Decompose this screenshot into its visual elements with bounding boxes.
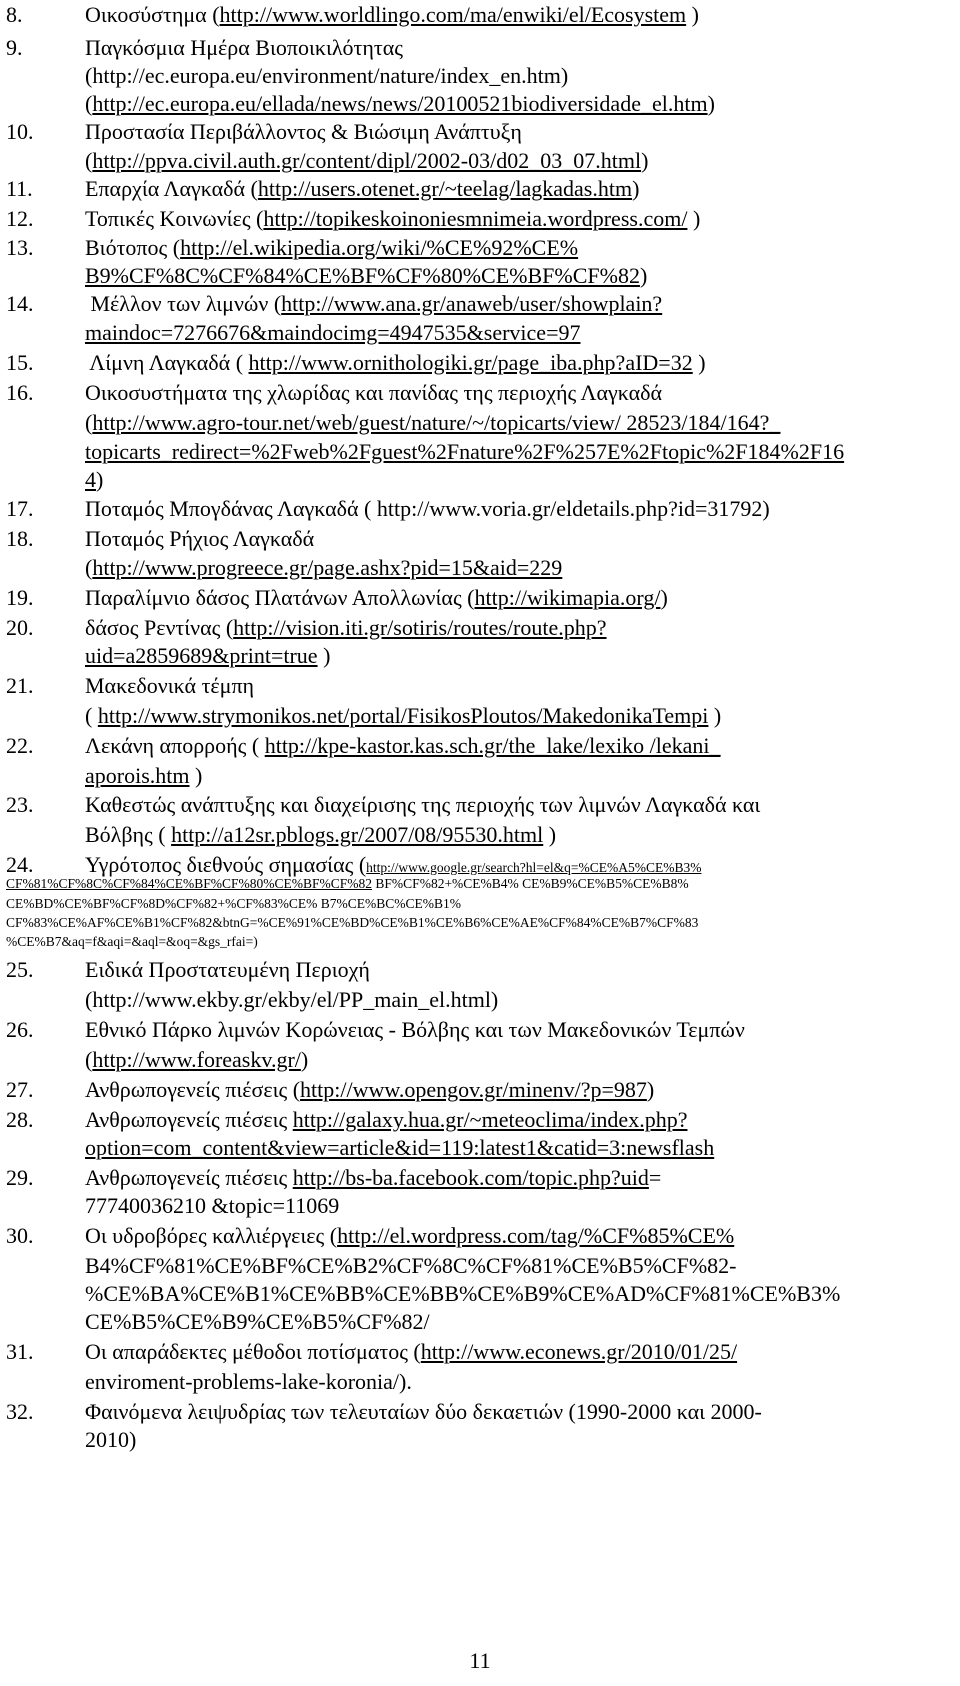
reference-text: CE%B5%CE%B9%CE%B5%CF%82/	[85, 1309, 430, 1334]
reference-text: Βιότοπος (	[85, 235, 181, 260]
reference-line	[6, 894, 461, 914]
reference-text: B4%CF%81%CE%BF%CE%B2%CF%8C%CF%81%CE%B5%CF%82-	[85, 1253, 737, 1278]
reference-text: Εθνικό Πάρκο λιμνών Κορώνειας - Βόλβης και των Μακεδονικών Τεμπών	[85, 1017, 745, 1042]
reference-number: 22.	[6, 733, 34, 758]
reference-line	[6, 1165, 661, 1191]
reference-line	[6, 350, 706, 376]
reference-text: (	[85, 1047, 93, 1072]
reference-line	[6, 1193, 339, 1219]
reference-text-end: )	[660, 585, 668, 610]
reference-text: 77740036210 &topic=11069	[85, 1193, 340, 1218]
reference-link[interactable]: http://www.worldlingo.com/ma/enwiki/el/Ecosystem	[219, 2, 687, 27]
reference-text: %CE%BA%CE%B1%CE%BB%CE%BB%CE%B9%CE%AD%CF%81%CE%B3%	[85, 1281, 841, 1306]
reference-text: Φαινόμενα λειψυδρίας των τελευταίων δύο δεκαετιών (1990-2000 και 2000-	[85, 1399, 762, 1424]
reference-line	[6, 822, 556, 848]
reference-text-end: )	[707, 91, 715, 116]
reference-text-end: =	[648, 1165, 662, 1190]
reference-text: Βόλβης (	[85, 822, 172, 847]
reference-line	[6, 1253, 736, 1279]
reference-text: Οικοσυστήματα της χλωρίδας και πανίδας της περιοχής Λαγκαδά	[85, 380, 663, 405]
reference-text: Λεκάνη απορροής (	[85, 733, 265, 758]
reference-text-end: )	[189, 763, 203, 788]
reference-line	[6, 1281, 840, 1307]
reference-link[interactable]: http://el.wordpress.com/tag/%CF%85%CE%	[337, 1223, 735, 1248]
reference-text: Οικοσύστημα (	[85, 2, 220, 27]
reference-text: (	[85, 148, 93, 173]
reference-line	[6, 643, 330, 669]
reference-line	[6, 2, 699, 28]
reference-text-end: )	[692, 350, 706, 375]
reference-line	[6, 176, 639, 202]
reference-line	[6, 1017, 745, 1043]
reference-text: Ανθρωπογενείς πιέσεις	[85, 1165, 293, 1190]
reference-text-end: )	[708, 703, 722, 728]
reference-text: Οι υδροβόρες καλλιέργειες (	[85, 1223, 338, 1248]
reference-link[interactable]: http://www.strymonikos.net/portal/FisikosPloutos/MakedonikaTempi	[97, 703, 709, 728]
reference-line	[6, 148, 648, 174]
reference-line	[6, 1427, 136, 1453]
reference-line	[6, 320, 580, 346]
reference-text-end: )	[687, 206, 701, 231]
reference-text: CF%83%CE%AF%CE%B1%CF%82&btnG=%CE%91%CE%BD%CE%B1%CE%B6%CE%AE%CF%84%CE%B7%CF%83	[6, 915, 699, 930]
reference-text: (	[85, 555, 93, 580]
reference-link[interactable]: CF%81%CF%8C%CF%84%CE%BF%CF%80%CE%BF%CF%82	[6, 876, 373, 891]
reference-text: Οι απαράδεκτες μέθοδοι ποτίσματος (	[85, 1339, 421, 1364]
reference-number: 29.	[6, 1165, 34, 1190]
reference-line	[6, 291, 662, 317]
reference-link[interactable]: http://el.wikipedia.org/wiki/%CE%92%CE%	[180, 235, 579, 260]
reference-number: 27.	[6, 1077, 34, 1102]
reference-link[interactable]: 4	[85, 467, 96, 492]
reference-text-end: BF%CF%82+%CE%B4% CE%B9%CE%B5%CE%B8%	[372, 876, 689, 891]
reference-link[interactable]: http://ppva.civil.auth.gr/content/dipl/2002-03/d02_03_07.html	[92, 148, 642, 173]
reference-number: 20.	[6, 615, 34, 640]
reference-number: 32.	[6, 1399, 34, 1424]
reference-text: (http://ec.europa.eu/environment/nature/index_en.htm)	[85, 63, 569, 88]
reference-text: Ανθρωπογενείς πιέσεις (	[85, 1077, 301, 1102]
reference-text: Μακεδονικά τέμπη	[85, 673, 255, 698]
reference-text: 2010)	[85, 1427, 137, 1452]
reference-text: Ποταμός Μπογδάνας Λαγκαδά ( http://www.voria.gr/eldetails.php?id=31792)	[85, 496, 770, 521]
reference-line	[6, 235, 578, 261]
reference-link[interactable]: http://topikeskoinoniesmnimeia.wordpress.com/	[263, 206, 688, 231]
reference-text: Τοπικές Κοινωνίες (	[85, 206, 264, 231]
reference-text: (	[85, 91, 93, 116]
reference-line	[6, 733, 720, 759]
reference-text-end: )	[96, 467, 104, 492]
reference-line	[6, 1309, 430, 1335]
reference-number: 24.	[6, 852, 34, 877]
reference-line	[6, 615, 607, 641]
reference-number: 21.	[6, 673, 34, 698]
reference-text: Προστασία Περιβάλλοντος & Βιώσιμη Ανάπτυξη	[85, 119, 522, 144]
reference-line	[6, 792, 760, 818]
reference-number: 15.	[6, 350, 34, 375]
reference-line	[6, 987, 498, 1013]
reference-number: 9.	[6, 35, 23, 60]
reference-number: 8.	[6, 2, 23, 27]
reference-link[interactable]: http://www.foreaskv.gr/	[92, 1047, 301, 1072]
reference-line	[6, 1107, 687, 1133]
reference-line	[6, 1339, 737, 1365]
reference-link[interactable]: http://kpe-kastor.kas.sch.gr/the_lake/lexiko /lekani_	[264, 733, 721, 758]
reference-number: 11.	[6, 176, 33, 201]
reference-text-end: )	[317, 643, 331, 668]
reference-number: 18.	[6, 526, 34, 551]
reference-link[interactable]: http://ec.europa.eu/ellada/news/news/20100521biodiversidade_el.htm	[92, 91, 708, 116]
reference-text: Επαρχία Λαγκαδά (	[85, 176, 258, 201]
reference-link[interactable]: topicarts_redirect=%2Fweb%2Fguest%2Fnature%2F%257E%2Ftopic%2F184%2F16	[85, 439, 845, 464]
reference-number: 25.	[6, 957, 34, 982]
reference-line	[6, 1047, 308, 1073]
reference-line	[6, 380, 662, 406]
reference-text: CE%BD%CE%BF%CF%8D%CF%82+%CF%83%CE% B7%CE%BC%CE%B1%	[6, 896, 461, 911]
page-number: 11	[469, 1648, 491, 1673]
reference-line	[6, 1077, 654, 1103]
reference-link[interactable]: http://www.google.gr/search?hl=el&q=%CE%A5%CE%B3%	[366, 860, 702, 875]
reference-line	[6, 63, 568, 89]
reference-line	[6, 673, 254, 699]
reference-link[interactable]: http://users.otenet.gr/~teelag/lagkadas.htm	[257, 176, 633, 201]
reference-link[interactable]: B9%CF%8C%CF%84%CE%BF%CF%80%CE%BF%CF%82	[85, 263, 640, 288]
reference-link[interactable]: http://wikimapia.org/	[474, 585, 661, 610]
reference-number: 16.	[6, 380, 34, 405]
reference-link[interactable]: http://www.progreece.gr/page.ashx?pid=15&aid=229	[92, 555, 563, 580]
reference-text-end: )	[300, 1047, 309, 1072]
reference-line	[6, 119, 522, 145]
reference-link[interactable]: maindoc=7276676&maindocimg=4947535&service=97	[85, 320, 581, 345]
reference-text: Ειδικά Προστατευμένη Περιοχή	[85, 957, 370, 982]
reference-link[interactable]: http://a12sr.pblogs.gr/2007/08/95530.html	[171, 822, 544, 847]
reference-text-end: )	[646, 1077, 655, 1102]
reference-line	[6, 91, 715, 117]
reference-line	[6, 410, 780, 436]
reference-line	[6, 703, 721, 729]
reference-number: 30.	[6, 1223, 34, 1248]
reference-line	[6, 763, 202, 789]
reference-line	[6, 526, 314, 552]
reference-text: (http://www.ekby.gr/ekby/el/PP_main_el.html)	[85, 987, 499, 1012]
reference-link[interactable]: http://www.agro-tour.net/web/guest/nature/~/topicarts/view/ 28523/184/164?_	[92, 410, 781, 435]
reference-number: 26.	[6, 1017, 34, 1042]
reference-link[interactable]: http://galaxy.hua.gr/~meteoclima/index.php?	[292, 1107, 688, 1132]
reference-text: Υγρότοπος διεθνούς σημασίας (	[85, 852, 367, 877]
reference-number: 31.	[6, 1339, 34, 1364]
reference-text: %CE%B7&aq=f&aqi=&aql=&oq=&gs_rfai=)	[6, 934, 258, 949]
reference-link[interactable]: http://bs-ba.facebook.com/topic.php?uid	[292, 1165, 649, 1190]
reference-number: 23.	[6, 792, 34, 817]
reference-text-end: )	[632, 176, 640, 201]
reference-line	[6, 913, 698, 933]
reference-link[interactable]: option=com_content&view=article&id=119:latest1&catid=3:newsflash	[85, 1135, 715, 1160]
reference-text: Καθεστώς ανάπτυξης και διαχείρισης της περιοχής των λιμνών Λαγκαδά και	[85, 792, 761, 817]
reference-text-end: )	[686, 2, 699, 27]
reference-link[interactable]: http://www.opengov.gr/minenv/?p=987	[300, 1077, 647, 1102]
reference-text: (	[85, 703, 98, 728]
reference-text: Ποταμός Ρήχιος Λαγκαδά	[85, 526, 315, 551]
reference-text-end: )	[641, 148, 649, 173]
reference-text: Παραλίμνιο δάσος Πλατάνων Απολλωνίας (	[85, 585, 475, 610]
reference-line	[6, 206, 700, 232]
reference-line	[6, 585, 668, 611]
reference-link[interactable]: http://www.ornithologiki.gr/page_iba.php?aID=32	[248, 350, 693, 375]
reference-line	[6, 1135, 714, 1161]
reference-number: 17.	[6, 496, 34, 521]
reference-text: Μέλλον των λιμνών (	[85, 291, 282, 316]
reference-line	[6, 957, 370, 983]
reference-text: Λίμνη Λαγκαδά (	[85, 350, 249, 375]
reference-line	[6, 874, 689, 894]
reference-line	[6, 555, 562, 581]
reference-text: (	[85, 410, 93, 435]
reference-line	[6, 1399, 762, 1425]
reference-number: 14.	[6, 291, 34, 316]
reference-text: enviroment-problems-lake-koronia/).	[85, 1369, 412, 1394]
reference-link[interactable]: http://www.econews.gr/2010/01/25/	[420, 1339, 738, 1364]
reference-line	[6, 467, 103, 493]
reference-number: 19.	[6, 585, 34, 610]
reference-text-end: )	[639, 263, 648, 288]
reference-line	[6, 439, 844, 465]
reference-line	[6, 1223, 734, 1249]
reference-line	[6, 35, 403, 61]
reference-text: δάσος Ρεντίνας (	[85, 615, 234, 640]
reference-text: Ανθρωπογενείς πιέσεις	[85, 1107, 293, 1132]
reference-line	[6, 932, 258, 952]
reference-number: 10.	[6, 119, 34, 144]
reference-link[interactable]: uid=a2859689&print=true	[85, 643, 318, 668]
reference-line	[6, 263, 647, 289]
reference-number: 13.	[6, 235, 34, 260]
reference-link[interactable]: http://www.ana.gr/anaweb/user/showplain?	[281, 291, 663, 316]
reference-text: Παγκόσμια Ημέρα Βιοποικιλότητας	[85, 35, 403, 60]
reference-link[interactable]: aporois.htm	[85, 763, 190, 788]
reference-number: 28.	[6, 1107, 34, 1132]
reference-number: 12.	[6, 206, 34, 231]
reference-link[interactable]: http://vision.iti.gr/sotiris/routes/route.php?	[233, 615, 607, 640]
reference-text-end: )	[543, 822, 557, 847]
reference-line	[6, 496, 770, 522]
reference-line	[6, 1369, 412, 1395]
